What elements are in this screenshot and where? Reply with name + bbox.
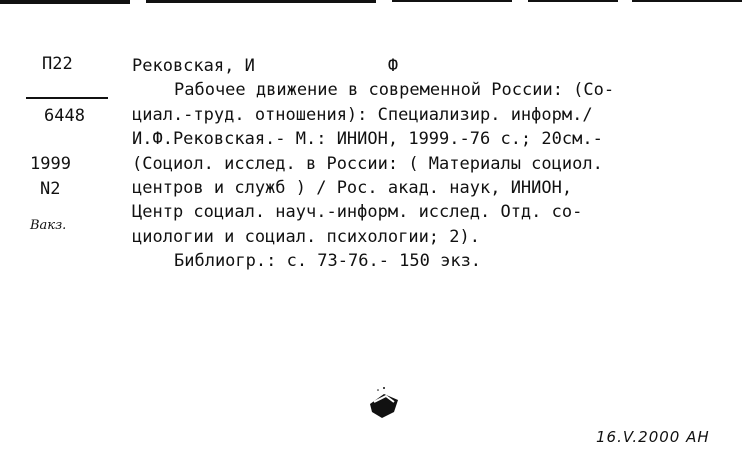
top-edge-mark: [392, 0, 512, 2]
body-line: циологии и социал. психологии; 2).: [132, 226, 480, 247]
top-edge-mark: [146, 0, 376, 3]
year: 1999: [30, 154, 71, 174]
body-line: циал.-труд. отношения): Специализир. информ./: [132, 104, 593, 125]
top-edge-mark: [632, 0, 742, 2]
shelfmark: П22: [42, 54, 73, 74]
bibliographic-record: [132, 54, 732, 274]
handwritten-note: Вакз.: [30, 218, 67, 233]
body-line: (Социол. исслед. в России: ( Материалы социол.: [132, 153, 603, 174]
top-edge-mark: [528, 0, 618, 2]
body-line: И.Ф.Рековская.- М.: ИНИОН, 1999.-76 с.; 20см.-: [132, 129, 603, 150]
top-edge-mark: [0, 0, 130, 4]
divider-rule: [26, 97, 108, 99]
issue-number: N2: [40, 179, 61, 199]
author-line: Рековская, И Ф: [132, 56, 399, 76]
body-line: Рабочее движение в современной России: (Со-: [174, 80, 615, 101]
punch-hole-mark: [364, 384, 404, 424]
body-line: Центр социал. науч.-информ. исслед. Отд. со-: [132, 202, 583, 223]
body-line: центров и служб ) / Рос. акад. наук, ИНИОН,: [132, 178, 573, 199]
bibliography-line: Библиогр.: с. 73-76.- 150 экз.: [174, 251, 482, 272]
date-stamp: 16.V.2000 АН: [596, 428, 710, 446]
inventory-number: 6448: [44, 106, 85, 126]
